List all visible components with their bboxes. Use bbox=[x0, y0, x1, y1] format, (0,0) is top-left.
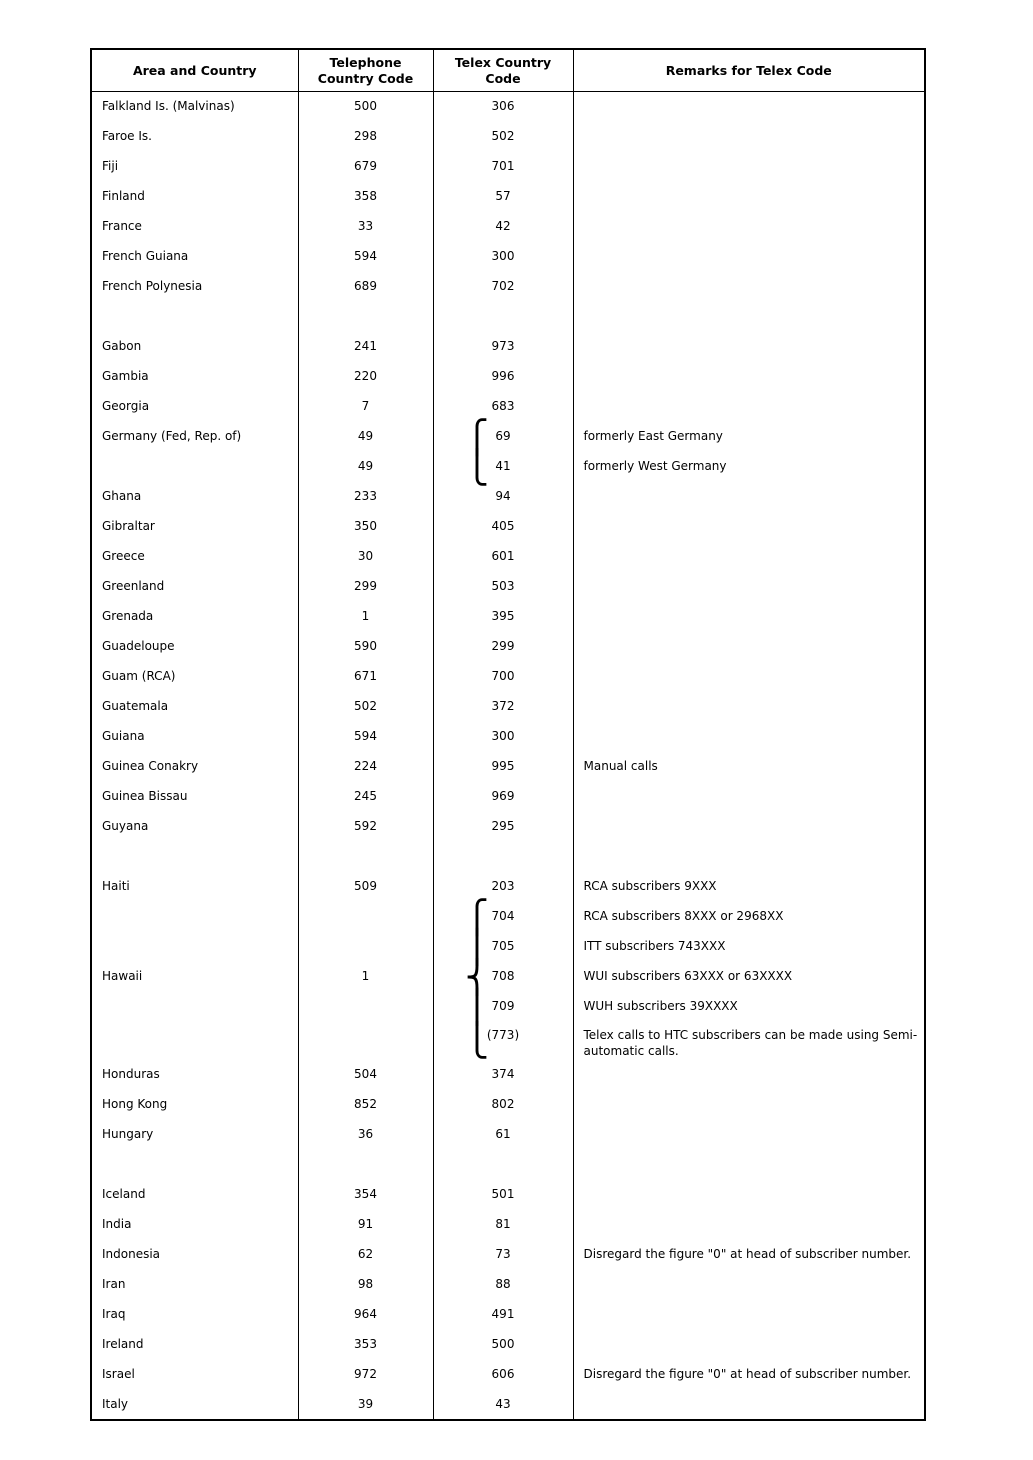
telephone-code-cell: 689 bbox=[298, 272, 433, 302]
telex-code-cell bbox=[433, 872, 573, 902]
telephone-code-cell: 594 bbox=[298, 722, 433, 752]
telex-code-cell bbox=[433, 362, 573, 392]
telephone-code-cell: 49 bbox=[298, 422, 433, 452]
remarks-cell bbox=[573, 1389, 925, 1420]
telex-code-cell bbox=[433, 1359, 573, 1389]
telex-code-cell bbox=[433, 722, 573, 752]
telex-code-cell bbox=[433, 1022, 573, 1059]
telex-code-cell bbox=[433, 122, 573, 152]
telex-code-cell bbox=[433, 92, 573, 123]
remarks-cell: ITT subscribers 743XXX bbox=[583, 939, 726, 954]
telex-code-cell bbox=[433, 1119, 573, 1149]
country-cell bbox=[91, 842, 298, 872]
telex-code-value: 94 bbox=[495, 489, 511, 504]
table-row bbox=[91, 242, 925, 272]
table-row bbox=[91, 1389, 925, 1420]
remarks-cell bbox=[573, 272, 925, 302]
remarks-cell: Disregard the figure "0" at head of subscriber number. bbox=[583, 1246, 912, 1261]
table-row bbox=[91, 542, 925, 572]
country-cell: Gabon bbox=[91, 332, 298, 362]
table-row bbox=[91, 992, 925, 1022]
table-row bbox=[91, 452, 925, 482]
table-row bbox=[91, 572, 925, 602]
telephone-code-cell: 852 bbox=[298, 1089, 433, 1119]
header-telex-country-code: Telex Country Code bbox=[433, 49, 573, 92]
table-row bbox=[91, 602, 925, 632]
telex-code-value: 491 bbox=[491, 1306, 515, 1321]
telex-code-value: 502 bbox=[491, 129, 515, 144]
remarks-cell bbox=[573, 662, 925, 692]
telex-code-value: 606 bbox=[491, 1366, 515, 1381]
remarks-cell: WUH subscribers 39XXXX bbox=[583, 999, 738, 1014]
remarks-cell bbox=[573, 1299, 925, 1329]
country-cell: Guiana bbox=[91, 722, 298, 752]
country-cell: Guinea Bissau bbox=[91, 782, 298, 812]
telex-code-cell bbox=[433, 482, 573, 512]
telex-code-cell bbox=[433, 662, 573, 692]
telex-code-cell bbox=[433, 1269, 573, 1299]
telephone-code-cell: 671 bbox=[298, 662, 433, 692]
telex-code-value: 503 bbox=[491, 579, 515, 594]
telex-code-cell bbox=[433, 1329, 573, 1359]
telex-code-value: 88 bbox=[495, 1276, 511, 1291]
remarks-cell bbox=[573, 722, 925, 752]
remarks-cell bbox=[573, 1329, 925, 1359]
remarks-cell bbox=[573, 842, 925, 872]
table-row bbox=[91, 92, 925, 123]
country-cell: Haiti bbox=[91, 872, 298, 902]
remarks-cell bbox=[573, 812, 925, 842]
telephone-code-cell: 7 bbox=[298, 392, 433, 422]
telex-code-cell bbox=[433, 752, 573, 782]
table-header bbox=[91, 49, 925, 92]
country-cell: Gibraltar bbox=[91, 512, 298, 542]
table-row bbox=[91, 182, 925, 212]
telex-code-value: 81 bbox=[495, 1216, 511, 1231]
telex-code-value: 405 bbox=[491, 519, 515, 534]
remarks-cell: Manual calls bbox=[583, 759, 658, 774]
remarks-cell bbox=[573, 692, 925, 722]
telex-code-cell bbox=[433, 212, 573, 242]
remarks-cell bbox=[573, 1119, 925, 1149]
telex-code-value: 705 bbox=[491, 939, 515, 954]
spacer-row bbox=[91, 842, 925, 872]
remarks-cell bbox=[573, 542, 925, 572]
telex-code-value: 57 bbox=[495, 189, 511, 204]
telephone-code-cell: 592 bbox=[298, 812, 433, 842]
remarks-cell bbox=[573, 242, 925, 272]
telex-code-value: 41 bbox=[495, 459, 511, 474]
country-cell: Guatemala bbox=[91, 692, 298, 722]
table-row bbox=[91, 1269, 925, 1299]
telephone-code-cell: 224 bbox=[298, 752, 433, 782]
telephone-code-cell: 504 bbox=[298, 1059, 433, 1089]
table-row bbox=[91, 392, 925, 422]
telex-code-value: 306 bbox=[491, 99, 515, 114]
telex-code-cell bbox=[433, 1239, 573, 1269]
country-cell: Iran bbox=[91, 1269, 298, 1299]
telex-code-value: 42 bbox=[495, 219, 511, 234]
telex-code-cell bbox=[433, 602, 573, 632]
country-cell: India bbox=[91, 1209, 298, 1239]
telex-code-value: 601 bbox=[491, 549, 515, 564]
table-row bbox=[91, 692, 925, 722]
remarks-cell bbox=[573, 1089, 925, 1119]
table-row bbox=[91, 872, 925, 902]
country-cell bbox=[91, 302, 298, 332]
telex-code-cell bbox=[433, 332, 573, 362]
telephone-code-cell: 350 bbox=[298, 512, 433, 542]
telex-code-cell bbox=[433, 898, 573, 937]
remarks-cell bbox=[573, 572, 925, 602]
telex-code-cell bbox=[433, 182, 573, 212]
remarks-cell bbox=[573, 1059, 925, 1089]
remarks-cell: formerly West Germany bbox=[583, 459, 727, 474]
telex-code-cell bbox=[433, 1059, 573, 1089]
telephone-code-cell: 509 bbox=[298, 872, 433, 902]
telex-code-cell bbox=[433, 1179, 573, 1209]
remarks-cell bbox=[573, 1209, 925, 1239]
table-row bbox=[91, 1239, 925, 1269]
telex-code-value: 700 bbox=[491, 669, 515, 684]
telephone-code-cell: 594 bbox=[298, 242, 433, 272]
header-telephone-country-code: Telephone Country Code bbox=[298, 49, 433, 92]
remarks-cell bbox=[573, 782, 925, 812]
telex-code-cell bbox=[433, 242, 573, 272]
telephone-code-cell: 241 bbox=[298, 332, 433, 362]
country-cell: French Polynesia bbox=[91, 272, 298, 302]
table-row bbox=[91, 1329, 925, 1359]
header-area-and-country: Area and Country bbox=[91, 49, 298, 92]
remarks-cell bbox=[573, 362, 925, 392]
table-row bbox=[91, 422, 925, 452]
table-row bbox=[91, 1209, 925, 1239]
telephone-code-cell: 245 bbox=[298, 782, 433, 812]
spacer-row bbox=[91, 1149, 925, 1179]
country-cell: Italy bbox=[91, 1389, 298, 1420]
country-cell bbox=[91, 1022, 298, 1059]
remarks-cell bbox=[573, 512, 925, 542]
telex-code-cell bbox=[433, 928, 573, 967]
country-cell: Grenada bbox=[91, 602, 298, 632]
remarks-cell bbox=[573, 1179, 925, 1209]
telex-code-cell bbox=[433, 782, 573, 812]
telephone-code-cell: 972 bbox=[298, 1359, 433, 1389]
table-row bbox=[91, 152, 925, 182]
remarks-cell: RCA subscribers 9XXX bbox=[583, 879, 717, 894]
brace-icon: ⎩ bbox=[465, 1021, 489, 1060]
remarks-cell bbox=[573, 632, 925, 662]
country-cell: France bbox=[91, 212, 298, 242]
country-cell: Iraq bbox=[91, 1299, 298, 1329]
table-row bbox=[91, 1299, 925, 1329]
telex-code-cell bbox=[433, 692, 573, 722]
table-row bbox=[91, 272, 925, 302]
telephone-code-cell: 220 bbox=[298, 362, 433, 392]
telex-code-value: 299 bbox=[491, 639, 515, 654]
telex-code-cell bbox=[433, 1089, 573, 1119]
country-cell: Fiji bbox=[91, 152, 298, 182]
table-row bbox=[91, 662, 925, 692]
telex-code-cell bbox=[433, 152, 573, 182]
brace-icon: ⎪ bbox=[465, 988, 489, 1027]
country-cell: Guinea Conakry bbox=[91, 752, 298, 782]
telephone-code-cell bbox=[298, 1022, 433, 1059]
telephone-code-cell bbox=[298, 842, 433, 872]
telex-code-value: 73 bbox=[495, 1246, 511, 1261]
telex-code-value: 708 bbox=[491, 969, 515, 984]
telex-code-cell bbox=[433, 1209, 573, 1239]
country-cell: Ghana bbox=[91, 482, 298, 512]
table-row bbox=[91, 722, 925, 752]
telephone-code-cell: 354 bbox=[298, 1179, 433, 1209]
remarks-cell bbox=[573, 1269, 925, 1299]
country-cell: Ireland bbox=[91, 1329, 298, 1359]
telex-code-value: 969 bbox=[491, 789, 515, 804]
table-row bbox=[91, 962, 925, 992]
remarks-cell bbox=[573, 392, 925, 422]
country-cell: Guyana bbox=[91, 812, 298, 842]
telephone-code-cell bbox=[298, 902, 433, 932]
telex-code-value: (773) bbox=[486, 1028, 520, 1043]
telex-code-value: 995 bbox=[491, 759, 515, 774]
country-cell: Iceland bbox=[91, 1179, 298, 1209]
remarks-cell: formerly East Germany bbox=[583, 429, 723, 444]
remarks-cell: RCA subscribers 8XXX or 2968XX bbox=[583, 909, 784, 924]
telex-code-value: 996 bbox=[491, 369, 515, 384]
table-row bbox=[91, 122, 925, 152]
telex-code-cell bbox=[433, 302, 573, 332]
remarks-cell bbox=[573, 122, 925, 152]
country-cell: Germany (Fed, Rep. of) bbox=[91, 422, 298, 452]
telex-code-value: 372 bbox=[491, 699, 515, 714]
country-code-table-wrap bbox=[90, 48, 924, 1421]
country-cell bbox=[91, 932, 298, 962]
telex-code-cell bbox=[433, 958, 573, 997]
telex-code-cell bbox=[433, 988, 573, 1027]
telex-code-value: 973 bbox=[491, 339, 515, 354]
country-cell: Georgia bbox=[91, 392, 298, 422]
table-row bbox=[91, 362, 925, 392]
table-row bbox=[91, 1119, 925, 1149]
table-row bbox=[91, 782, 925, 812]
telephone-code-cell: 1 bbox=[298, 962, 433, 992]
telephone-code-cell: 353 bbox=[298, 1329, 433, 1359]
telephone-code-cell: 502 bbox=[298, 692, 433, 722]
telephone-code-cell: 233 bbox=[298, 482, 433, 512]
telephone-code-cell: 30 bbox=[298, 542, 433, 572]
country-cell bbox=[91, 452, 298, 482]
brace-icon: ⎧ bbox=[465, 418, 489, 457]
telephone-code-cell: 91 bbox=[298, 1209, 433, 1239]
telex-code-cell bbox=[433, 542, 573, 572]
country-cell: French Guiana bbox=[91, 242, 298, 272]
remarks-cell bbox=[573, 152, 925, 182]
country-cell: Guam (RCA) bbox=[91, 662, 298, 692]
country-cell: Indonesia bbox=[91, 1239, 298, 1269]
table-row bbox=[91, 1022, 925, 1059]
table-row bbox=[91, 902, 925, 932]
country-cell: Hungary bbox=[91, 1119, 298, 1149]
telephone-code-cell: 590 bbox=[298, 632, 433, 662]
country-cell: Finland bbox=[91, 182, 298, 212]
spacer-row bbox=[91, 302, 925, 332]
telephone-code-cell: 1 bbox=[298, 602, 433, 632]
telephone-code-cell: 36 bbox=[298, 1119, 433, 1149]
table-row bbox=[91, 332, 925, 362]
telephone-code-cell: 49 bbox=[298, 452, 433, 482]
country-cell: Falkland Is. (Malvinas) bbox=[91, 92, 298, 123]
country-cell: Faroe Is. bbox=[91, 122, 298, 152]
remarks-cell bbox=[573, 482, 925, 512]
telex-code-cell bbox=[433, 842, 573, 872]
telephone-code-cell: 62 bbox=[298, 1239, 433, 1269]
telephone-code-cell bbox=[298, 302, 433, 332]
telex-code-value: 203 bbox=[491, 879, 515, 894]
telex-code-value: 802 bbox=[491, 1096, 515, 1111]
telephone-code-cell: 679 bbox=[298, 152, 433, 182]
table-row bbox=[91, 512, 925, 542]
country-cell: Hong Kong bbox=[91, 1089, 298, 1119]
telephone-code-cell: 298 bbox=[298, 122, 433, 152]
brace-icon: ⎧ bbox=[465, 898, 489, 937]
remarks-cell bbox=[573, 182, 925, 212]
table-row bbox=[91, 1179, 925, 1209]
country-cell: Gambia bbox=[91, 362, 298, 392]
telex-code-value: 683 bbox=[491, 399, 515, 414]
telephone-code-cell: 358 bbox=[298, 182, 433, 212]
telephone-code-cell bbox=[298, 932, 433, 962]
telex-code-value: 300 bbox=[491, 729, 515, 744]
table-body bbox=[91, 92, 925, 1421]
table-row bbox=[91, 1089, 925, 1119]
telex-code-value: 704 bbox=[491, 909, 515, 924]
telex-code-value: 709 bbox=[491, 999, 515, 1014]
remarks-cell bbox=[573, 332, 925, 362]
country-cell: Israel bbox=[91, 1359, 298, 1389]
country-cell bbox=[91, 992, 298, 1022]
remarks-cell bbox=[573, 212, 925, 242]
telex-code-value: 43 bbox=[495, 1396, 511, 1411]
telex-code-cell bbox=[433, 812, 573, 842]
brace-icon: ⎨ bbox=[465, 958, 489, 997]
telephone-code-cell bbox=[298, 1149, 433, 1179]
table-row bbox=[91, 812, 925, 842]
brace-icon: ⎩ bbox=[465, 448, 489, 487]
header-row bbox=[91, 49, 925, 92]
remarks-cell bbox=[573, 92, 925, 123]
country-cell: Greenland bbox=[91, 572, 298, 602]
brace-icon: ⎪ bbox=[465, 928, 489, 967]
country-cell: Greece bbox=[91, 542, 298, 572]
remarks-cell: Disregard the figure "0" at head of subscriber number. bbox=[583, 1366, 912, 1381]
table-row bbox=[91, 212, 925, 242]
country-code-table bbox=[90, 48, 926, 1421]
remarks-cell: Telex calls to HTC subscribers can be made using Semi-automatic calls. bbox=[583, 1028, 918, 1058]
telex-code-cell bbox=[433, 1149, 573, 1179]
telex-code-value: 374 bbox=[491, 1066, 515, 1081]
table-row bbox=[91, 1059, 925, 1089]
telex-code-cell bbox=[433, 1389, 573, 1420]
telephone-code-cell: 39 bbox=[298, 1389, 433, 1420]
telex-code-value: 395 bbox=[491, 609, 515, 624]
telex-code-value: 69 bbox=[495, 429, 511, 444]
telephone-code-cell: 33 bbox=[298, 212, 433, 242]
telex-code-cell bbox=[433, 512, 573, 542]
remarks-cell bbox=[573, 1149, 925, 1179]
table-row bbox=[91, 932, 925, 962]
header-remarks-for-telex-code: Remarks for Telex Code bbox=[573, 49, 925, 92]
telephone-code-cell: 98 bbox=[298, 1269, 433, 1299]
telex-code-cell bbox=[433, 272, 573, 302]
telephone-code-cell: 500 bbox=[298, 92, 433, 123]
telex-code-cell bbox=[433, 632, 573, 662]
telex-code-value: 701 bbox=[491, 159, 515, 174]
telex-code-value: 702 bbox=[491, 279, 515, 294]
remarks-cell bbox=[573, 302, 925, 332]
country-cell: Guadeloupe bbox=[91, 632, 298, 662]
telex-code-value: 295 bbox=[491, 819, 515, 834]
country-cell bbox=[91, 1149, 298, 1179]
telex-code-cell bbox=[433, 572, 573, 602]
country-cell: Honduras bbox=[91, 1059, 298, 1089]
table-row bbox=[91, 1359, 925, 1389]
table-row bbox=[91, 632, 925, 662]
telephone-code-cell: 964 bbox=[298, 1299, 433, 1329]
telex-code-cell bbox=[433, 448, 573, 487]
telex-code-value: 501 bbox=[491, 1186, 515, 1201]
table-row bbox=[91, 482, 925, 512]
telephone-code-cell bbox=[298, 992, 433, 1022]
telex-code-cell bbox=[433, 1299, 573, 1329]
country-cell: Hawaii bbox=[91, 962, 298, 992]
telex-code-value: 300 bbox=[491, 249, 515, 264]
country-cell bbox=[91, 902, 298, 932]
telex-code-cell bbox=[433, 418, 573, 457]
remarks-cell: WUI subscribers 63XXX or 63XXXX bbox=[583, 969, 793, 984]
telex-code-value: 61 bbox=[495, 1126, 511, 1141]
remarks-cell bbox=[573, 602, 925, 632]
telephone-code-cell: 299 bbox=[298, 572, 433, 602]
telex-code-value: 500 bbox=[491, 1336, 515, 1351]
telex-code-cell bbox=[433, 392, 573, 422]
table-row bbox=[91, 752, 925, 782]
